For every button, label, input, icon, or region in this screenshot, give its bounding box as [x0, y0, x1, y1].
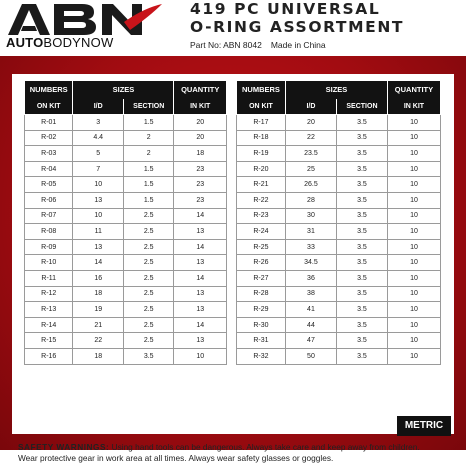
section-cell: 2.5: [123, 302, 174, 318]
inner-diameter-cell: 44: [285, 317, 336, 333]
table-row: [237, 146, 441, 162]
inner-diameter-cell: 10: [73, 177, 124, 193]
inner-diameter-cell: 41: [285, 302, 336, 318]
kit-number-cell: R-02: [25, 130, 73, 146]
table-row: [237, 115, 441, 131]
kit-number-cell: R-09: [25, 239, 73, 255]
quantity-cell: 23: [174, 192, 227, 208]
inner-diameter-cell: 3: [73, 115, 124, 131]
section-cell: 2.5: [123, 208, 174, 224]
inner-diameter-cell: 18: [73, 286, 124, 302]
inner-diameter-cell: 22: [285, 130, 336, 146]
quantity-cell: 14: [174, 208, 227, 224]
col-id-header: I/D: [285, 99, 336, 115]
metric-badge: METRIC: [397, 416, 451, 436]
quantity-cell: 10: [387, 302, 440, 318]
quantity-cell: 13: [174, 302, 227, 318]
kit-number-cell: R-22: [237, 192, 286, 208]
inner-diameter-cell: 38: [285, 286, 336, 302]
kit-number-cell: R-03: [25, 146, 73, 162]
table-row: [237, 161, 441, 177]
kit-number-cell: R-20: [237, 161, 286, 177]
section-cell: 3.5: [336, 146, 387, 162]
inner-diameter-cell: 23.5: [285, 146, 336, 162]
abn-logo-mark: [4, 2, 164, 36]
inner-diameter-cell: 19: [73, 302, 124, 318]
quantity-cell: 23: [174, 177, 227, 193]
section-cell: 3.5: [336, 224, 387, 240]
kit-number-cell: R-21: [237, 177, 286, 193]
section-cell: 2: [123, 146, 174, 162]
kit-number-cell: R-17: [237, 115, 286, 131]
col-section-header: SECTION: [123, 99, 174, 115]
kit-number-cell: R-08: [25, 224, 73, 240]
inner-diameter-cell: 31: [285, 224, 336, 240]
col-in-kit-header: IN KIT: [174, 99, 227, 115]
section-cell: 3.5: [336, 333, 387, 349]
section-cell: 3.5: [336, 255, 387, 271]
inner-diameter-cell: 36: [285, 270, 336, 286]
table-row: [25, 146, 227, 162]
section-cell: 3.5: [336, 270, 387, 286]
section-cell: 3.5: [336, 239, 387, 255]
table-row: [25, 286, 227, 302]
section-cell: 2: [123, 130, 174, 146]
col-on-kit-header: ON KIT: [25, 99, 73, 115]
quantity-cell: 10: [387, 255, 440, 271]
quantity-cell: 10: [387, 239, 440, 255]
inner-diameter-cell: 11: [73, 224, 124, 240]
safety-warnings: [18, 442, 438, 464]
table-row: [25, 270, 227, 286]
inner-diameter-cell: 7: [73, 161, 124, 177]
inner-diameter-cell: 18: [73, 348, 124, 364]
kit-number-cell: R-32: [237, 348, 286, 364]
inner-diameter-cell: 26.5: [285, 177, 336, 193]
product-title-line-1: 419 PC UNIVERSAL: [190, 0, 381, 18]
quantity-cell: 10: [387, 177, 440, 193]
table-row: [237, 239, 441, 255]
section-cell: 2.5: [123, 317, 174, 333]
product-title-line-2: O-RING ASSORTMENT: [190, 18, 405, 36]
table-row: [237, 333, 441, 349]
table-row: [25, 161, 227, 177]
section-cell: 2.5: [123, 255, 174, 271]
table-row: [237, 270, 441, 286]
section-cell: 1.5: [123, 192, 174, 208]
table-row: [237, 317, 441, 333]
col-numbers-header: NUMBERS: [237, 81, 286, 99]
table-row: [25, 255, 227, 271]
inner-diameter-cell: 28: [285, 192, 336, 208]
quantity-cell: 20: [174, 130, 227, 146]
oring-table-right: [236, 80, 441, 365]
oring-table-left: [24, 80, 227, 365]
quantity-cell: 10: [387, 115, 440, 131]
kit-number-cell: R-15: [25, 333, 73, 349]
inner-diameter-cell: 10: [73, 208, 124, 224]
table-row: [25, 333, 227, 349]
section-cell: 3.5: [336, 286, 387, 302]
quantity-cell: 10: [387, 192, 440, 208]
kit-number-cell: R-01: [25, 115, 73, 131]
kit-number-cell: R-16: [25, 348, 73, 364]
tagline-bold: AUTO: [6, 35, 44, 50]
quantity-cell: 13: [174, 286, 227, 302]
quantity-cell: 13: [174, 224, 227, 240]
quantity-cell: 10: [174, 348, 227, 364]
product-title: [190, 0, 466, 36]
section-cell: 2.5: [123, 333, 174, 349]
section-cell: 3.5: [336, 130, 387, 146]
quantity-cell: 20: [174, 115, 227, 131]
made-in: Made in China: [270, 40, 326, 50]
table-row: [237, 286, 441, 302]
inner-diameter-cell: 5: [73, 146, 124, 162]
kit-number-cell: R-23: [237, 208, 286, 224]
section-cell: 3.5: [336, 161, 387, 177]
table-row: [237, 208, 441, 224]
table-row: [25, 224, 227, 240]
col-quantity-header: QUANTITY: [174, 81, 227, 99]
table-row: [237, 348, 441, 364]
quantity-cell: 23: [174, 161, 227, 177]
quantity-cell: 10: [387, 224, 440, 240]
kit-number-cell: R-27: [237, 270, 286, 286]
col-numbers-header: NUMBERS: [25, 81, 73, 99]
inner-diameter-cell: 14: [73, 255, 124, 271]
kit-number-cell: R-19: [237, 146, 286, 162]
col-id-header: I/D: [73, 99, 124, 115]
safety-warnings-text: Using hand tools can be dangerous. Always take care and keep away from children. Wear protective gear in work area at all times. Always wear safety glasses or goggles.: [18, 442, 420, 463]
inner-diameter-cell: 4.4: [73, 130, 124, 146]
table-row: [25, 115, 227, 131]
table-row: [25, 239, 227, 255]
col-sizes-header: SIZES: [73, 81, 174, 99]
brand-tagline: [6, 35, 113, 50]
quantity-cell: 10: [387, 317, 440, 333]
quantity-cell: 18: [174, 146, 227, 162]
table-row: [25, 302, 227, 318]
quantity-cell: 13: [174, 255, 227, 271]
section-cell: 1.5: [123, 177, 174, 193]
section-cell: 3.5: [336, 192, 387, 208]
inner-diameter-cell: 20: [285, 115, 336, 131]
col-in-kit-header: IN KIT: [387, 99, 440, 115]
inner-diameter-cell: 47: [285, 333, 336, 349]
kit-number-cell: R-05: [25, 177, 73, 193]
quantity-cell: 10: [387, 146, 440, 162]
table-row: [25, 192, 227, 208]
section-cell: 3.5: [336, 115, 387, 131]
red-panel: [0, 56, 466, 463]
kit-number-cell: R-25: [237, 239, 286, 255]
col-sizes-header: SIZES: [285, 81, 387, 99]
table-row: [237, 255, 441, 271]
section-cell: 2.5: [123, 270, 174, 286]
inner-diameter-cell: 50: [285, 348, 336, 364]
section-cell: 1.5: [123, 161, 174, 177]
chart-card: [12, 74, 454, 434]
inner-diameter-cell: 13: [73, 239, 124, 255]
col-section-header: SECTION: [336, 99, 387, 115]
inner-diameter-cell: 30: [285, 208, 336, 224]
table-row: [25, 348, 227, 364]
left-table-body: [25, 115, 227, 365]
inner-diameter-cell: 16: [73, 270, 124, 286]
inner-diameter-cell: 21: [73, 317, 124, 333]
right-table-body: [237, 115, 441, 365]
kit-number-cell: R-13: [25, 302, 73, 318]
quantity-cell: 10: [387, 333, 440, 349]
table-row: [237, 177, 441, 193]
quantity-cell: 14: [174, 270, 227, 286]
inner-diameter-cell: 22: [73, 333, 124, 349]
kit-number-cell: R-31: [237, 333, 286, 349]
kit-number-cell: R-07: [25, 208, 73, 224]
part-number: Part No: ABN 8042: [190, 40, 262, 50]
table-row: [25, 317, 227, 333]
kit-number-cell: R-18: [237, 130, 286, 146]
quantity-cell: 10: [387, 270, 440, 286]
table-row: [237, 192, 441, 208]
kit-number-cell: R-06: [25, 192, 73, 208]
inner-diameter-cell: 13: [73, 192, 124, 208]
quantity-cell: 13: [174, 333, 227, 349]
kit-number-cell: R-26: [237, 255, 286, 271]
kit-number-cell: R-12: [25, 286, 73, 302]
part-info: [190, 40, 326, 50]
tagline-rest: BODYNOW: [43, 35, 114, 50]
table-row: [25, 130, 227, 146]
table-row: [237, 302, 441, 318]
section-cell: 2.5: [123, 239, 174, 255]
kit-number-cell: R-29: [237, 302, 286, 318]
quantity-cell: 14: [174, 317, 227, 333]
kit-number-cell: R-04: [25, 161, 73, 177]
kit-number-cell: R-24: [237, 224, 286, 240]
quantity-cell: 10: [387, 208, 440, 224]
kit-number-cell: R-28: [237, 286, 286, 302]
section-cell: 2.5: [123, 224, 174, 240]
inner-diameter-cell: 25: [285, 161, 336, 177]
table-row: [237, 224, 441, 240]
section-cell: 3.5: [336, 348, 387, 364]
section-cell: 3.5: [123, 348, 174, 364]
section-cell: 3.5: [336, 208, 387, 224]
kit-number-cell: R-30: [237, 317, 286, 333]
inner-diameter-cell: 34.5: [285, 255, 336, 271]
section-cell: 3.5: [336, 302, 387, 318]
col-on-kit-header: ON KIT: [237, 99, 286, 115]
kit-number-cell: R-11: [25, 270, 73, 286]
table-row: [237, 130, 441, 146]
section-cell: 3.5: [336, 177, 387, 193]
table-row: [25, 177, 227, 193]
kit-number-cell: R-10: [25, 255, 73, 271]
quantity-cell: 10: [387, 161, 440, 177]
quantity-cell: 14: [174, 239, 227, 255]
quantity-cell: 10: [387, 130, 440, 146]
section-cell: 1.5: [123, 115, 174, 131]
quantity-cell: 10: [387, 286, 440, 302]
safety-warnings-label: SAFETY WARNINGS:: [18, 442, 110, 452]
header: [0, 0, 466, 56]
inner-diameter-cell: 33: [285, 239, 336, 255]
section-cell: 3.5: [336, 317, 387, 333]
section-cell: 2.5: [123, 286, 174, 302]
kit-number-cell: R-14: [25, 317, 73, 333]
col-quantity-header: QUANTITY: [387, 81, 440, 99]
quantity-cell: 10: [387, 348, 440, 364]
table-row: [25, 208, 227, 224]
